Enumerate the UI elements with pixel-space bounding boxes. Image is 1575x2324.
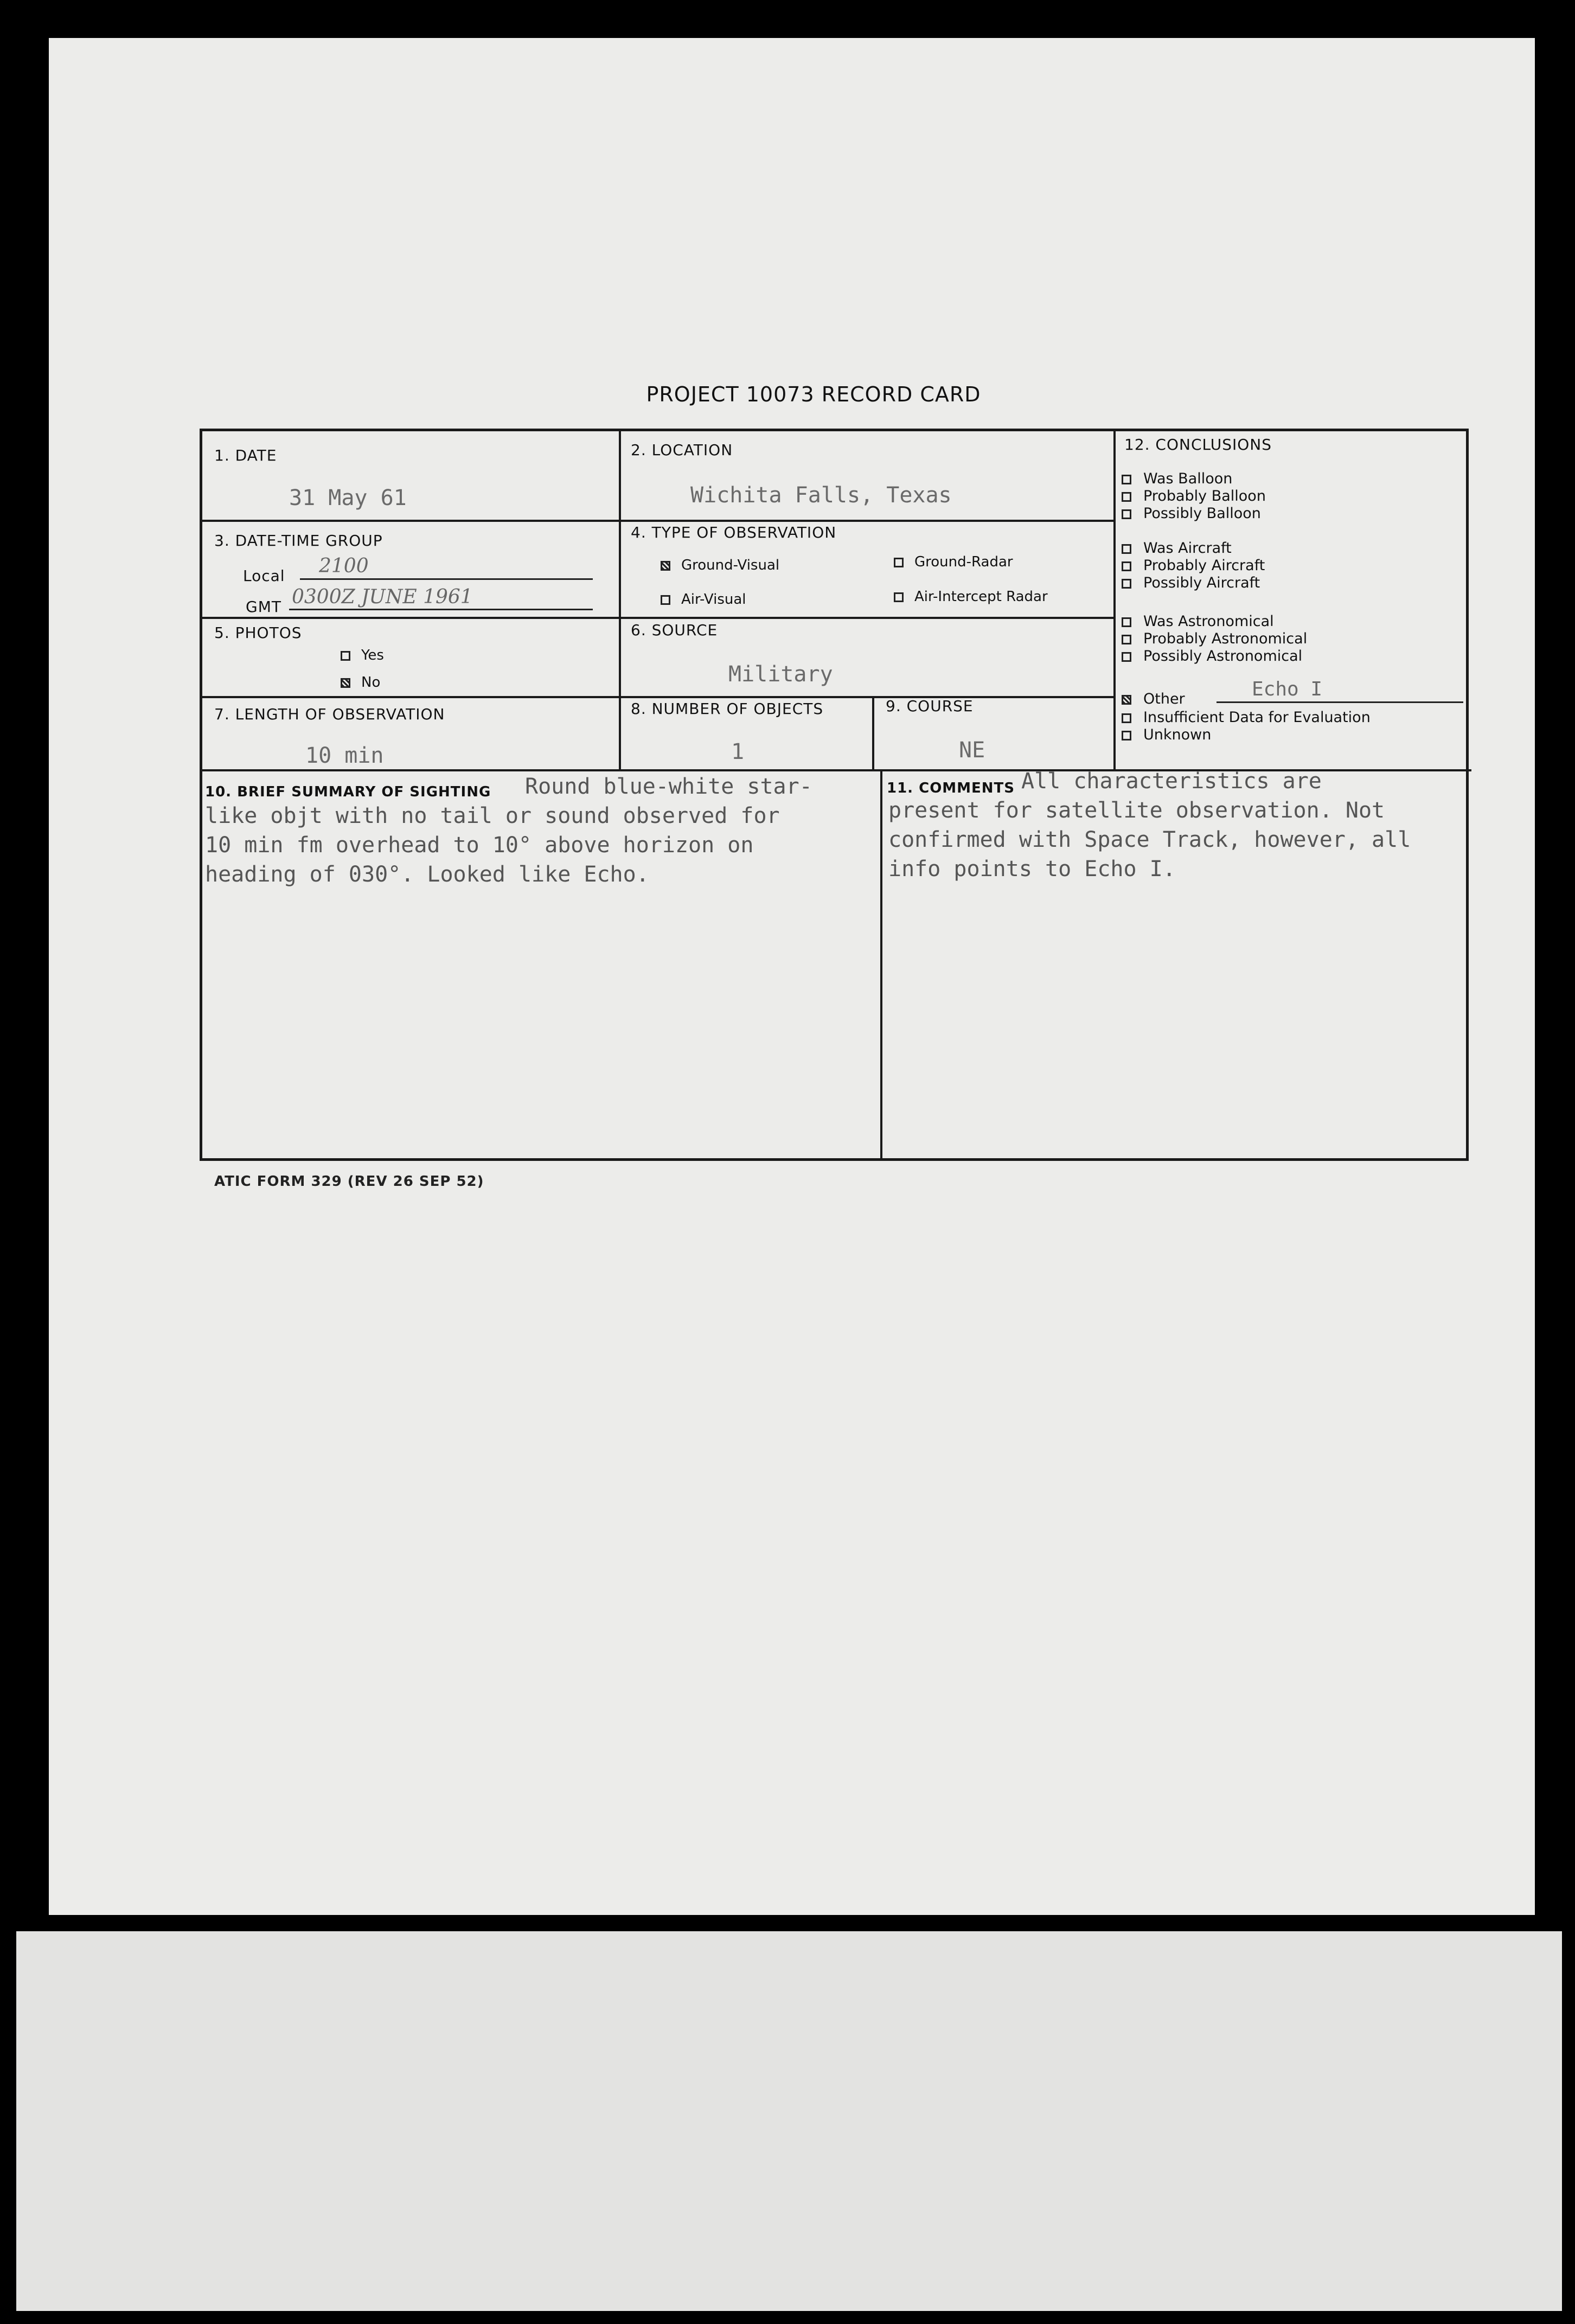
conclusion-other-value: Echo I xyxy=(1252,678,1323,700)
col-divider xyxy=(872,696,874,769)
comments-line: present for satellite observation. Not xyxy=(888,798,1385,823)
source-label: 6. SOURCE xyxy=(631,621,718,639)
conclusion-unknown[interactable]: Unknown xyxy=(1122,726,1211,743)
checkbox-icon xyxy=(1122,652,1131,662)
option-ground-radar[interactable]: Ground-Radar xyxy=(894,554,1013,570)
length-of-observation-label: 7. LENGTH OF OBSERVATION xyxy=(214,705,445,723)
checkbox-icon xyxy=(1122,579,1131,589)
photos-yes[interactable]: Yes xyxy=(341,647,384,663)
conclusion-possibly-balloon[interactable]: Possibly Balloon xyxy=(1122,505,1261,522)
length-of-observation-value: 10 min xyxy=(305,743,384,768)
conclusion-was-aircraft[interactable]: Was Aircraft xyxy=(1122,540,1232,557)
photos-label: 5. PHOTOS xyxy=(214,624,302,642)
number-of-objects-value: 1 xyxy=(731,739,745,764)
conclusion-probably-astronomical[interactable]: Probably Astronomical xyxy=(1122,630,1307,647)
checkbox-icon xyxy=(1122,492,1131,502)
brief-summary-label: 10. BRIEF SUMMARY OF SIGHTING xyxy=(205,784,491,800)
conclusions-label: 12. CONCLUSIONS xyxy=(1124,436,1272,454)
date-label: 1. DATE xyxy=(214,446,277,464)
comments-line: confirmed with Space Track, however, all xyxy=(888,827,1411,852)
checked-box-icon xyxy=(341,678,350,688)
number-of-objects-label: 8. NUMBER OF OBJECTS xyxy=(631,700,824,718)
checkbox-icon xyxy=(1122,561,1131,571)
col-divider xyxy=(1113,431,1116,769)
form-footer: ATIC FORM 329 (REV 26 SEP 52) xyxy=(214,1173,484,1190)
checkbox-icon xyxy=(1122,475,1131,484)
card-title: PROJECT 10073 RECORD CARD xyxy=(646,382,981,406)
option-ground-visual[interactable]: Ground-Visual xyxy=(661,557,779,573)
conclusion-was-balloon[interactable]: Was Balloon xyxy=(1122,470,1232,487)
other-underline xyxy=(1217,701,1463,703)
location-label: 2. LOCATION xyxy=(631,441,733,459)
checkbox-icon xyxy=(341,651,350,661)
row-divider xyxy=(202,617,1113,619)
comments-line: info points to Echo I. xyxy=(888,857,1176,882)
checkbox-icon xyxy=(1122,635,1131,644)
gmt-label: GMT xyxy=(246,598,281,616)
film-margin xyxy=(16,1931,1562,2311)
option-air-visual[interactable]: Air-Visual xyxy=(661,591,746,608)
checkbox-icon xyxy=(1122,713,1131,723)
conclusion-probably-balloon[interactable]: Probably Balloon xyxy=(1122,488,1266,505)
comments-label: 11. COMMENTS xyxy=(887,780,1015,796)
conclusion-possibly-astronomical[interactable]: Possibly Astronomical xyxy=(1122,648,1302,665)
checkbox-icon xyxy=(1122,509,1131,519)
comments-line: All characteristics are xyxy=(1021,769,1322,794)
local-label: Local xyxy=(243,567,285,585)
checkbox-icon xyxy=(661,595,670,605)
local-underline xyxy=(300,578,593,580)
date-time-group-label: 3. DATE-TIME GROUP xyxy=(214,532,383,550)
conclusion-insufficient-data[interactable]: Insufficient Data for Evaluation xyxy=(1122,709,1371,726)
option-air-intercept-radar[interactable]: Air-Intercept Radar xyxy=(894,589,1048,605)
checked-box-icon xyxy=(661,561,670,571)
checkbox-icon xyxy=(1122,617,1131,627)
conclusion-was-astronomical[interactable]: Was Astronomical xyxy=(1122,613,1274,630)
checkbox-icon xyxy=(1122,544,1131,554)
checked-box-icon xyxy=(1122,695,1131,705)
col-divider xyxy=(619,431,621,769)
checkbox-icon xyxy=(894,558,904,567)
record-card xyxy=(200,429,1469,1161)
brief-summary-line: Round blue-white star- xyxy=(525,774,812,799)
conclusion-other[interactable]: Other xyxy=(1122,691,1185,707)
brief-summary-line: heading of 030°. Looked like Echo. xyxy=(205,862,649,887)
row-divider xyxy=(202,520,1113,522)
date-value: 31 May 61 xyxy=(289,486,407,510)
local-value: 2100 xyxy=(319,555,369,577)
checkbox-icon xyxy=(1122,731,1131,740)
conclusion-probably-aircraft[interactable]: Probably Aircraft xyxy=(1122,557,1265,574)
row-divider xyxy=(202,696,1113,698)
source-value: Military xyxy=(728,662,833,687)
conclusion-possibly-aircraft[interactable]: Possibly Aircraft xyxy=(1122,574,1260,591)
checkbox-icon xyxy=(894,592,904,602)
course-label: 9. COURSE xyxy=(886,697,974,715)
brief-summary-line: 10 min fm overhead to 10° above horizon on xyxy=(205,833,754,858)
gmt-underline xyxy=(289,609,593,610)
location-value: Wichita Falls, Texas xyxy=(690,483,952,508)
brief-summary-line: like objt with no tail or sound observed for xyxy=(205,803,780,828)
type-of-observation-label: 4. TYPE OF OBSERVATION xyxy=(631,523,837,541)
gmt-value: 0300Z JUNE 1961 xyxy=(292,586,473,608)
photos-no[interactable]: No xyxy=(341,674,380,691)
course-value: NE xyxy=(959,738,985,763)
col-divider xyxy=(880,769,882,1160)
